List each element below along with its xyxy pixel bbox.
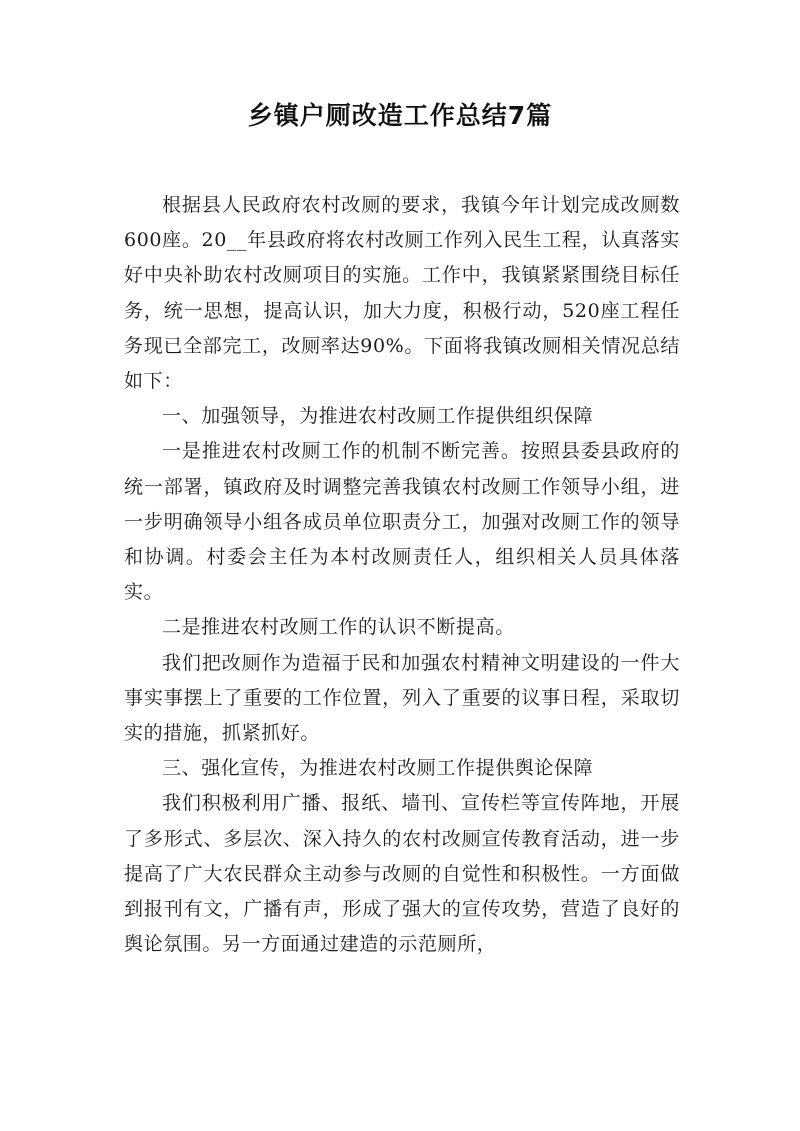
document-title: 乡镇户厕改造工作总结7篇 — [247, 101, 553, 130]
paragraph-awareness: 我们把改厕作为造福于民和加强农村精神文明建设的一件大事实事摆上了重要的工作位置，列入了重要的议事日程，采取切实的措施，抓紧抓好。 — [124, 651, 680, 745]
paragraph-intro: 根据县人民政府农村改厕的要求，我镇今年计划完成改厕数600座。20__年县政府将农村改厕工作列入民生工程，认真落实好中央补助农村改厕项目的实施。工作中，我镇紧紧围绕目标任务，统一思想，提高认识，加大力度，积极行动，520座工程任务现已全部完工，改厕率达90%。下面将我镇改厕相关情况总结如下： — [124, 194, 680, 393]
section-heading-1: 一、加强领导，为推进农村改厕工作提供组织保障 — [162, 405, 594, 428]
section-heading-3: 三、强化宣传，为推进农村改厕工作提供舆论保障 — [162, 757, 594, 780]
paragraph-mechanism: 一是推进农村改厕工作的机制不断完善。按照县委县政府的统一部署，镇政府及时调整完善我镇农村改厕工作领导小组，进一步明确领导小组各成员单位职责分工，加强对改厕工作的领导和协调。村委会主任为本村改厕责任人，组织相关人员具体落实。 — [124, 440, 680, 604]
document-body — [124, 188, 680, 962]
paragraph-publicity: 我们积极利用广播、报纸、墙刊、宣传栏等宣传阵地，开展了多形式、多层次、深入持久的农村改厕宣传教育活动，进一步提高了广大农民群众主动参与改厕的自觉性和积极性。一方面做到报刊有文，广播有声，形成了强大的宣传攻势，营造了良好的舆论氛围。另一方面通过建造的示范厕所， — [124, 792, 680, 956]
paragraph-awareness-heading: 二是推进农村改厕工作的认识不断提高。 — [162, 616, 515, 639]
